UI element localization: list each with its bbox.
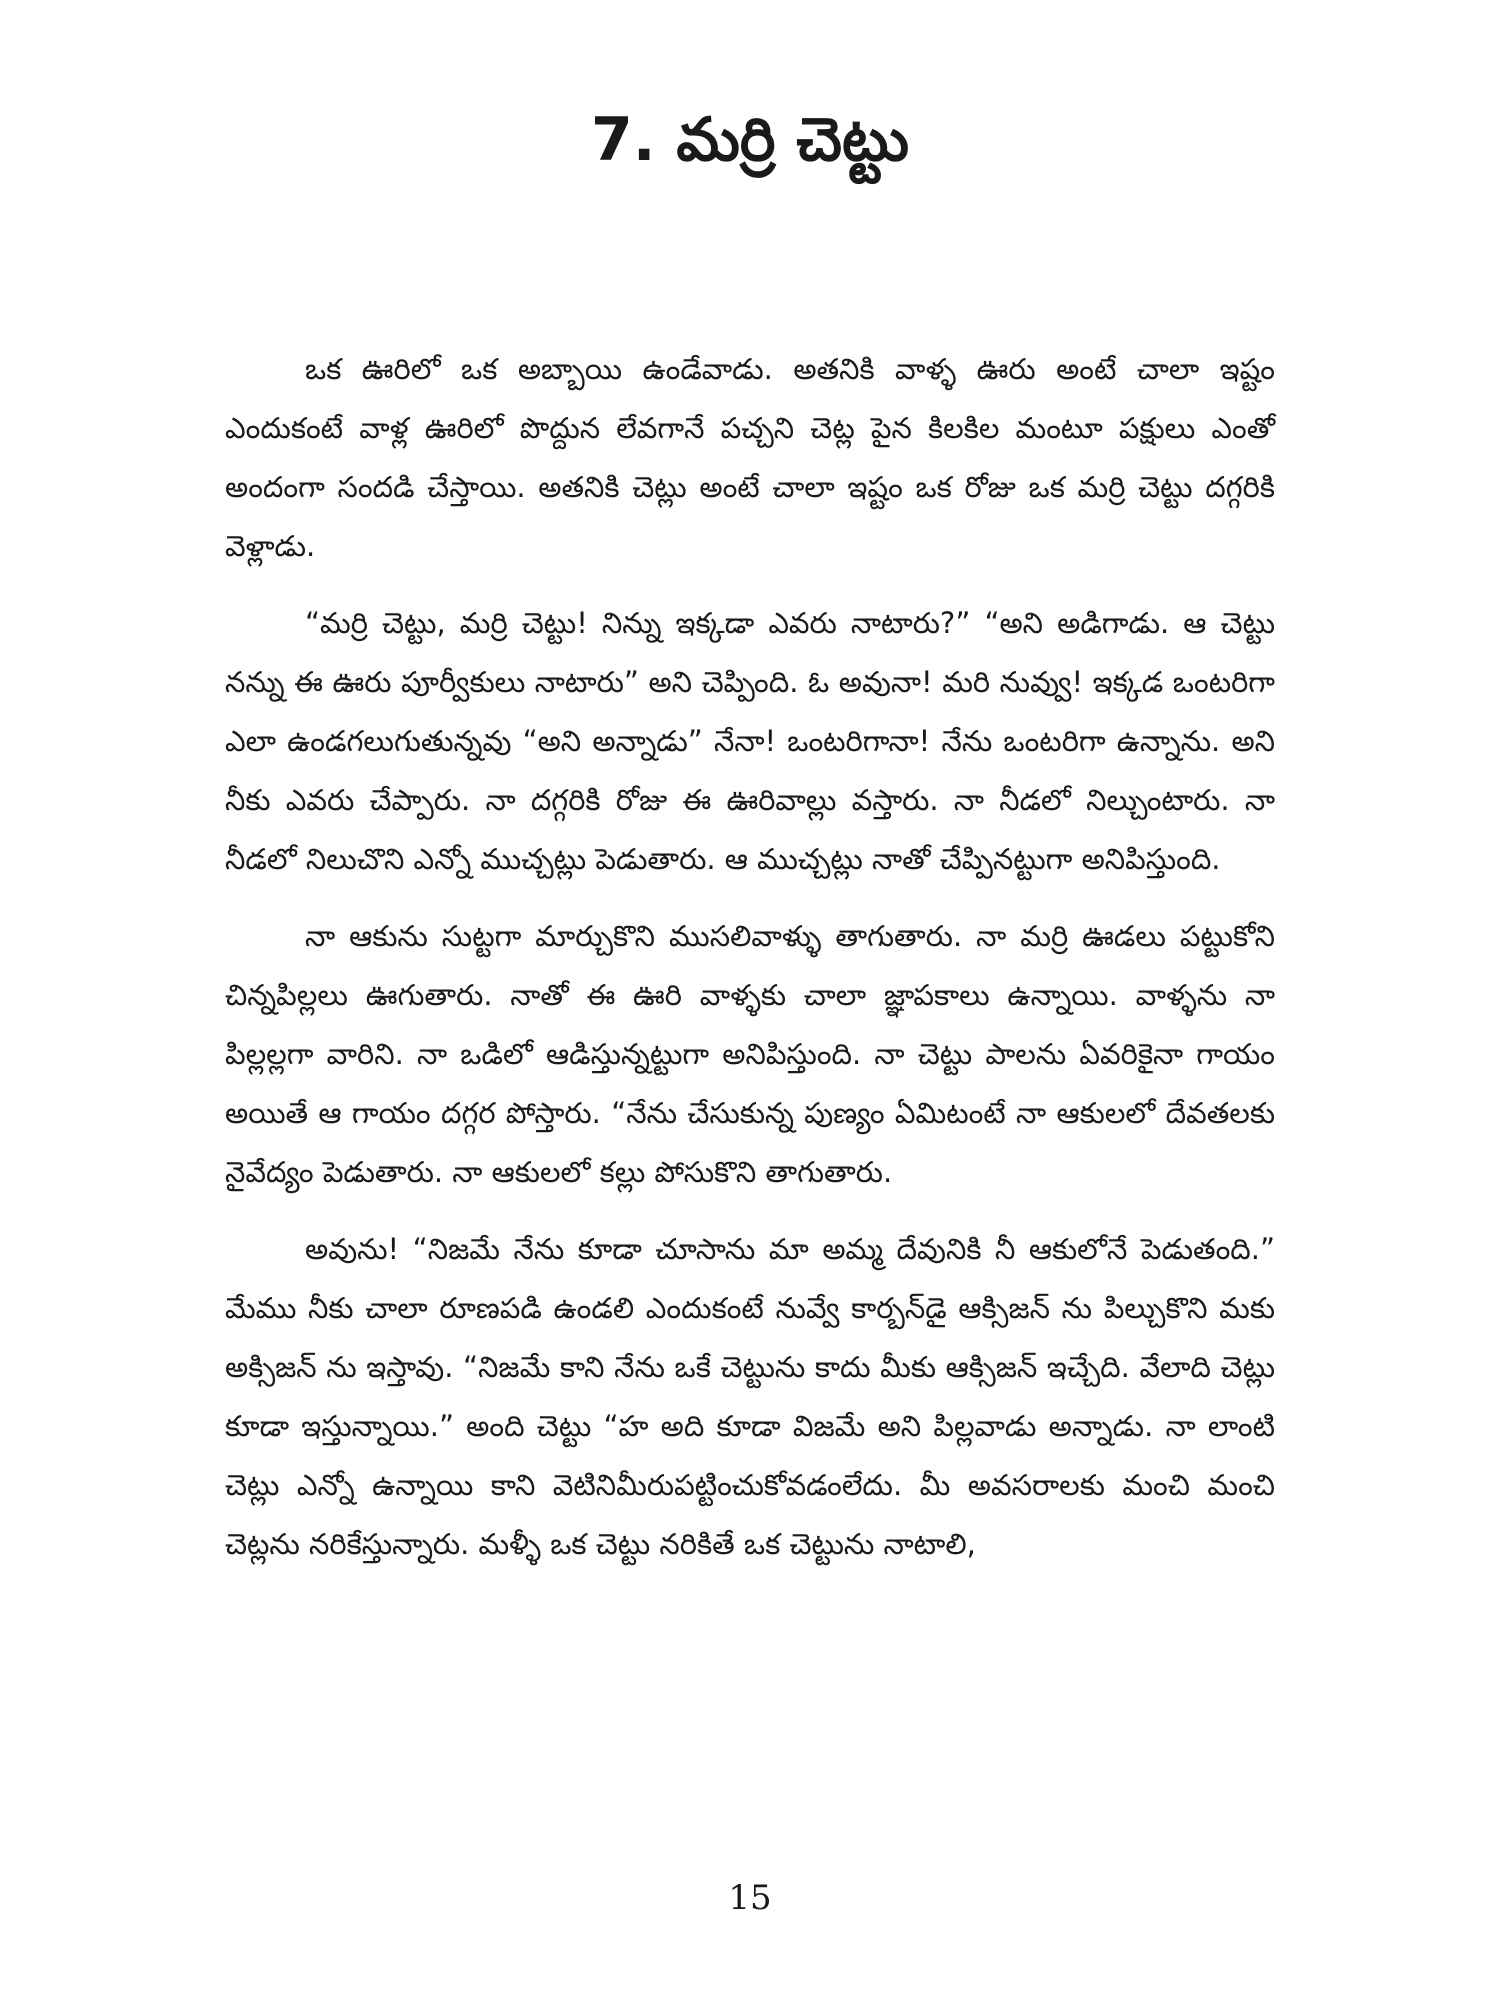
paragraph-2: “మర్రి చెట్టు, మర్రి చెట్టు! నిన్ను ఇక్కడా ఎవరు నాటారు?” “అని అడిగాడు. ఆ చెట్టు నన్ను ఈ ఊరు పూర్వీకులు నాటారు” అని చెప్పింది. ఓ అవునా! మరి నువ్వు! ఇక్కడ ఒంటరిగా ఎలా ఉండగలుగుతున్నవు “అని అన్నాడు” నేనా! ఒంటరిగానా! నేను ఒంటరిగా ఉన్నాను. అని నీకు ఎవరు చేప్పారు. నా దగ్గరికి రోజు ఈ ఊరివాల్లు వస్తారు. నా నీడలో నిల్చుంటారు. నా నీడలో నిలుచొని ఎన్నో ముచ్చట్లు పెడుతారు. ఆ ముచ్చట్లు నాతో చేప్పినట్టుగా అనిపిస్తుంది.: [225, 606, 1275, 876]
paragraph-4: అవును! “నిజమే నేను కూడా చూసాను మా అమ్మ దేవునికి నీ ఆకులోనే పెడుతంది.” మేము నీకు చాలా రూణపడి ఉండలి ఎందుకంటే నువ్వే కార్బన్‌డై ఆక్సిజన్ ను పిల్చుకొని మకు అక్సిజన్ ను ఇస్తావు. “నిజమే కాని నేను ఒకే చెట్టును కాదు మీకు ఆక్సిజన్ ఇచ్చేది. వేలాది చెట్లు కూడా ఇస్తున్నాయి.” అంది చెట్టు “హ అది కూడా విజమే అని పిల్లవాడు అన్నాడు. నా లాంటి చెట్లు ఎన్నో ఉన్నాయి కాని వెటినిమీరుపట్టించుకోవడంలేదు. మీ అవసరాలకు మంచి మంచి చెట్లను నరికేస్తున్నారు. మళ్ళీ ఒక చెట్టు నరికితే ఒక చెట్టును నాటాలి,: [225, 1232, 1275, 1561]
chapter-title: 7. మర్రి చెట్టు: [590, 105, 910, 175]
story-body: [225, 340, 1275, 1592]
paragraph-3: నా ఆకును సుట్టగా మార్చుకొని ముసలివాళ్ళు తాగుతారు. నా మర్రి ఊడలు పట్టుకోని చిన్నపిల్లలు ఊగుతారు. నాతో ఈ ఊరి వాళ్ళకు చాలా జ్ఞాపకాలు ఉన్నాయి. వాళ్ళను నా పిల్లల్లగా వారిని. నా ఒడిలో ఆడిస్తున్నట్టుగా అనిపిస్తుంది. నా చెట్టు పాలను ఏవరికైనా గాయం అయితే ఆ గాయం దగ్గర పోస్తారు. “నేను చేసుకున్న పుణ్యం ఏమిటంటే నా ఆకులలో దేవతలకు నైవేద్యం పెడుతారు. నా ఆకులలో కల్లు పోసుకొని తాగుతారు.: [225, 919, 1275, 1189]
paragraph-1: ఒక ఊరిలో ఒక అబ్బాయి ఉండేవాడు. అతనికి వాళ్ళ ఊరు అంటే చాలా ఇష్టం ఎందుకంటే వాళ్ల ఊరిలో పొద్దున లేవగానే పచ్చని చెట్ల పైన కిలకిల మంటూ పక్షులు ఎంతో అందంగా సందడి చేస్తాయి. అతనికి చెట్లు అంటే చాలా ఇష్టం ఒక రోజు ఒక మర్రి చెట్టు దగ్గరికి వెళ్లాడు.: [225, 352, 1275, 563]
page-number: 15: [728, 1878, 772, 1918]
